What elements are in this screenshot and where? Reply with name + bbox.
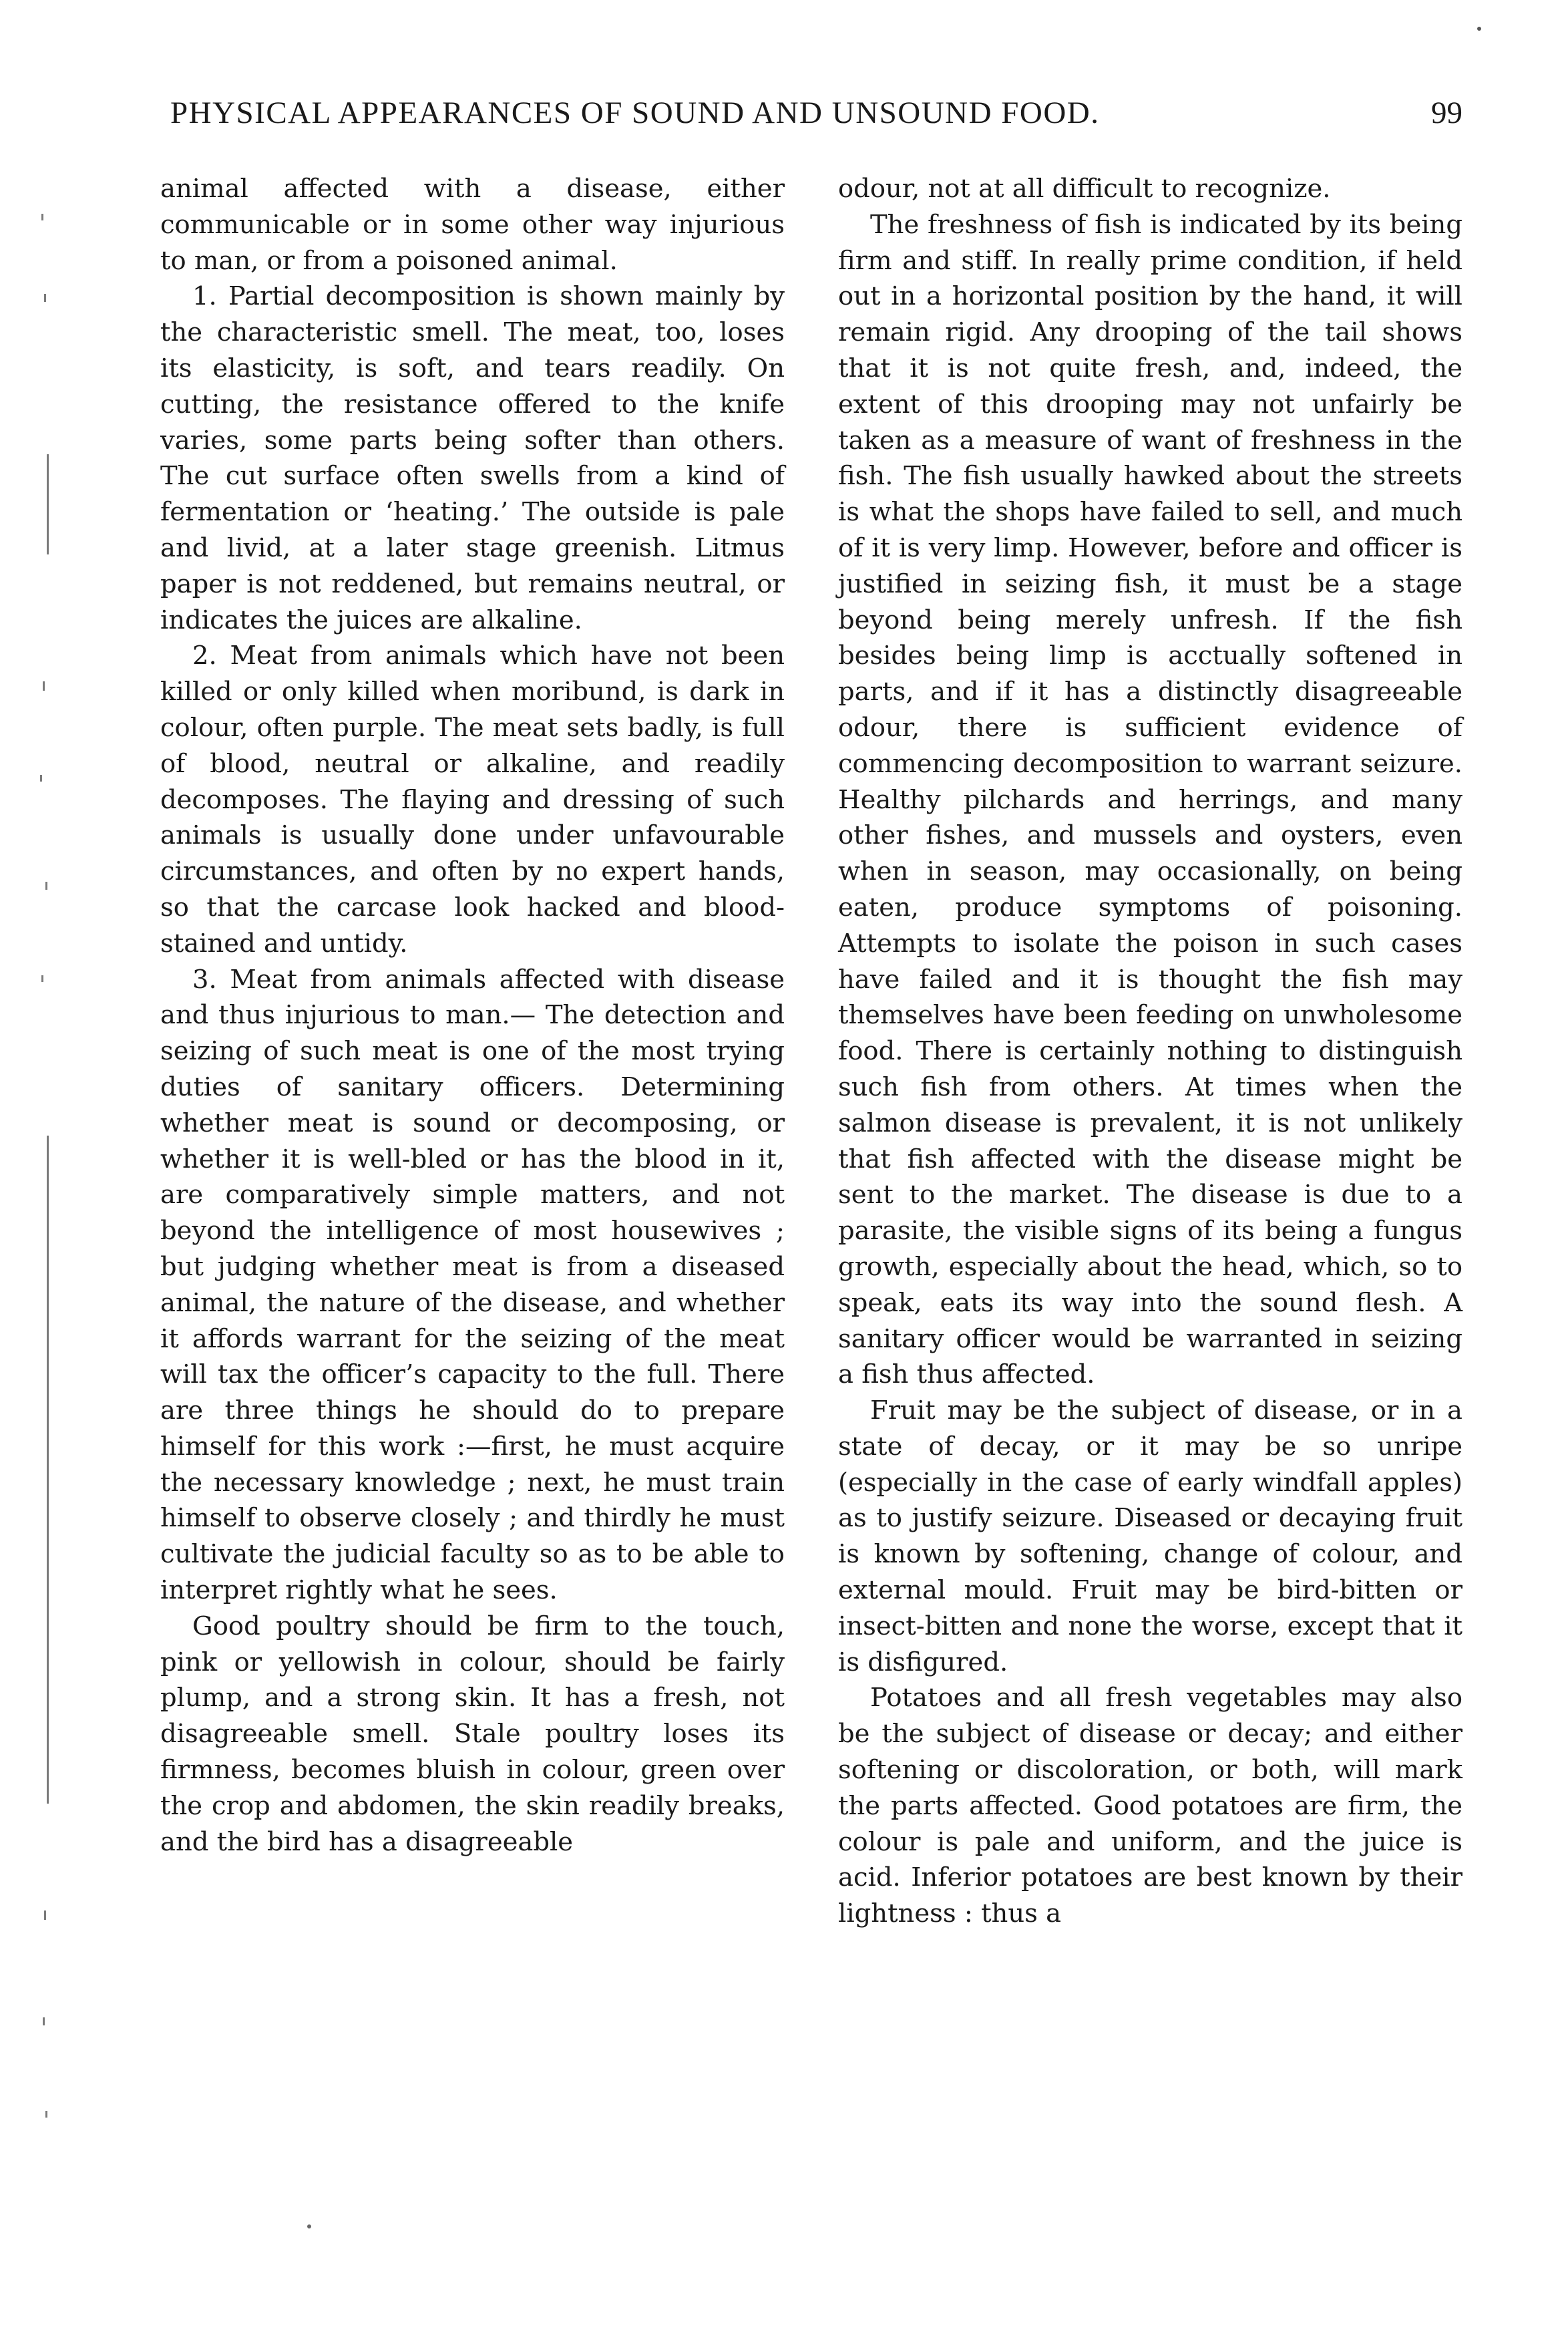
paragraph: 2. Meat from animals which have not been killed or only killed when moribund, is dark in colour, often purple. The meat sets badly, is full of blood, neutral or alkaline, and readily decomposes. The flaying and dressing of such animals is usually done under unfavourable circumstances, and often by no expert hands, so that the carcase look hacked and blood-stained and untidy. — [160, 641, 785, 959]
page-number: 99 — [1431, 96, 1462, 130]
running-title: PHYSICAL APPEARANCES OF SOUND AND UNSOUND FOOD. — [170, 96, 1100, 130]
print-speck — [307, 2224, 311, 2228]
binding-margin-marks — [27, 174, 67, 2245]
paragraph: Potatoes and all fresh vegetables may also be the subject of disease or decay; and either softening or discoloration, or both, will mark the parts affected. Good potatoes are firm, the colour is pale and uniform, and the juice is acid. Inferior potatoes are best known by their lightness : thus a — [838, 1683, 1462, 1929]
paragraph: 1. Partial decomposition is shown mainly by the characteristic smell. The meat, too, loses its elasticity, is soft, and tears readily. On cutting, the resistance offered to the knife varies, some parts being softer than others. The cut surface often swells from a kind of fermentation or ‘heating.’ The outside is pale and livid, at a later stage greenish. Litmus paper is not reddened, but remains neutral, or indicates the juices are alkaline. — [160, 281, 785, 635]
left-column — [160, 171, 785, 1860]
paragraph: 3. Meat from animals affected with disease and thus injurious to man.— The detection and seizing of such meat is one of the most trying duties of sanitary officers. Determining whether meat is sound or decomposing, or whether it is well-bled or has the blood in it, are comparatively simple matters, and not beyond the intelligence of most housewives ; but judging whether meat is from a diseased animal, the nature of the disease, and whether it affords warrant for the seizing of the meat will tax the officer’s capacity to the full. There are three things he should do to prepare himself for this work :—first, he must acquire the necessary knowledge ; next, he must train himself to observe closely ; and thirdly he must cultivate the judicial faculty so as to be able to interpret rightly what he sees. — [160, 964, 785, 1606]
paragraph: The freshness of fish is indicated by its being firm and stiff. In really prime condition, if held out in a horizontal position by the hand, it will remain rigid. Any drooping of the tail shows that it is not quite fresh, and, indeed, the extent of this drooping may not unfairly be taken as a measure of want of freshness in the fish. The fish usually hawked about the streets is what the shops have failed to sell, and much of it is very limp. However, before and officer is justified in seizing fish, it must be a stage beyond being merely unfresh. If the fish besides being limp is acctually softened in parts, and if it has a distinctly disagreeable odour, there is sufficient evidence of commencing decomposition to warrant seizure. Healthy pilchards and herrings, and many other fishes, and mussels and oysters, even when in season, may occasionally, on being eaten, produce symptoms of poisoning. Attempts to isolate the poison in such cases have failed and it is thought the fish may themselves have been feeding on unwholesome food. There is certainly nothing to distinguish such fish from others. At times when the salmon disease is prevalent, it is not unlikely that fish affected with the disease might be sent to the market. The disease is due to a parasite, the visible signs of its being a fungus growth, especially about the head, which, so to speak, eats its way into the sound flesh. A sanitary officer would be warranted in seizing a fish thus affected. — [838, 209, 1462, 1390]
print-speck — [1477, 27, 1481, 31]
paragraph: odour, not at all difficult to recognize. — [838, 174, 1331, 204]
right-column — [838, 171, 1462, 1932]
paragraph: Fruit may be the subject of disease, or in a state of decay, or it may be so unripe (especially in the case of early windfall apples) as to justify seizure. Diseased or decaying fruit is known by softening, change of colour, and external mould. Fruit may be bird-bitten or insect-bitten and none the worse, except that it is disfigured. — [838, 1395, 1462, 1677]
running-head — [170, 95, 1462, 148]
paragraph: animal affected with a disease, either communicable or in some other way injurious to man, or from a poisoned animal. — [160, 174, 785, 276]
paragraph: Good poultry should be firm to the touch, pink or yellowish in colour, should be fairly plump, and a strong skin. It has a fresh, not disagreeable smell. Stale poultry loses its firmness, becomes bluish in colour, green over the crop and abdomen, the skin readily breaks, and the bird has a disagreeable — [160, 1611, 785, 1857]
